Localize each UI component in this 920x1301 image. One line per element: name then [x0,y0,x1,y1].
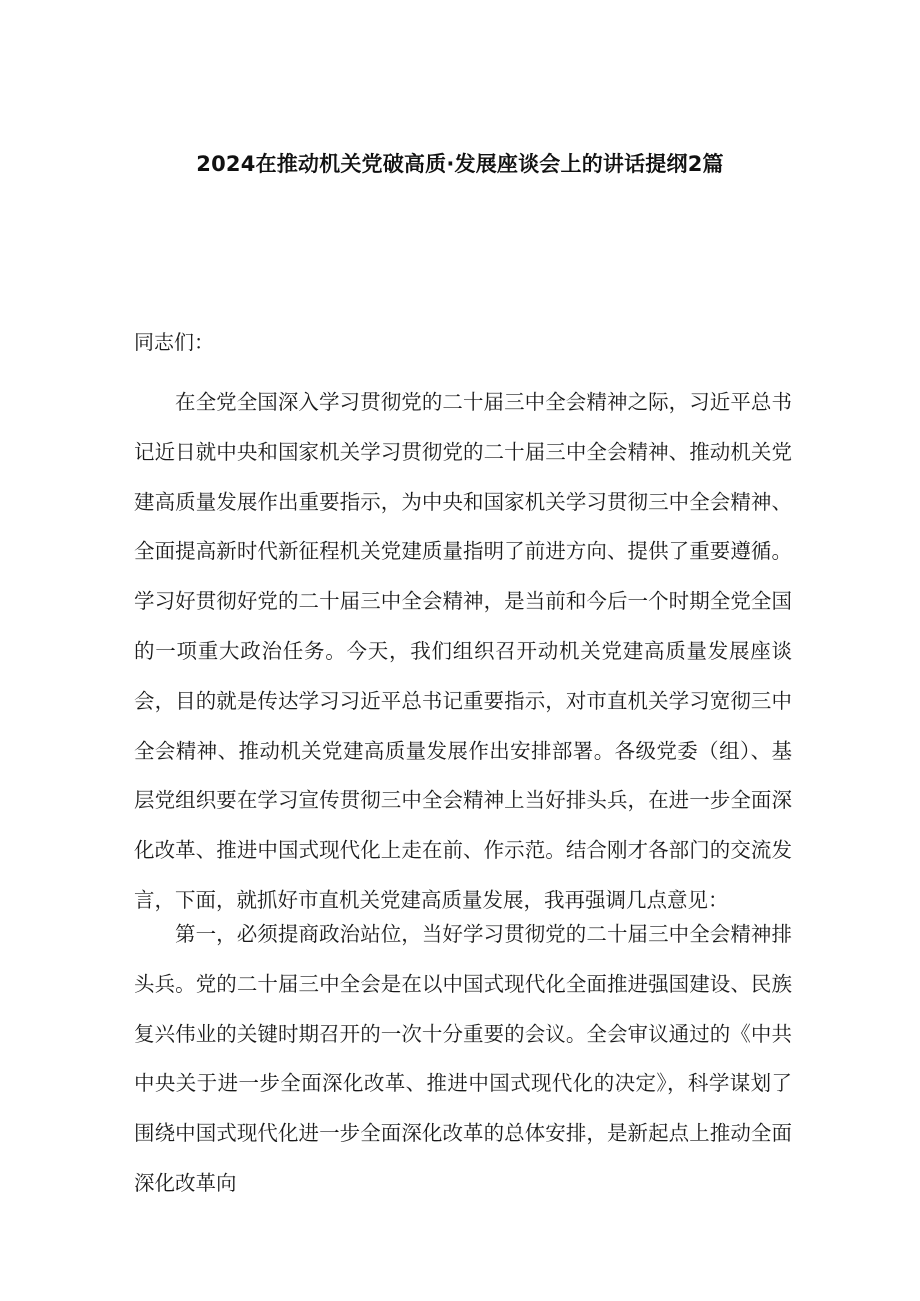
salutation: 同志们： [134,330,214,354]
document-title: 2024在推动机关党破高质·发展座谈会上的讲话提纲2篇 [196,152,724,176]
body-paragraph-2: 第一，必须提商政治站位，当好学习贯彻党的二十届三中全会精神排头兵。党的二十届三中全会是在以中国式现代化全面推进强国建设、民族复兴伟业的关键时期召开的一次十分重要的会议。全会审议通过的《中共中央关于进一步全面深化改革、推进中国式现代化的决定》，科学谋划了围绕中国式现代化进一步全面深化改革的总体安排，是新起点上推动全面深化改革向 [134,922,792,1195]
body-paragraph-1: 在全党全国深入学习贯彻党的二十届三中全会精神之际，习近平总书记近日就中央和国家机关学习贯彻党的二十届三中全会精神、推动机关党建高质量发展作出重要指示，为中央和国家机关学习贯彻三中全会精神、全面提高新时代新征程机关党建质量指明了前进方向、提供了重要遵循。学习好贯彻好党的二十届三中全会精神，是当前和今后一个时期全党全国的一项重大政治任务。今天，我们组织召开动机关党建高质量发展座谈会，目的就是传达学习习近平总书记重要指示，对市直机关学习宽彻三中全会精神、推动机关党建高质量发展作出安排部署。各级党委（组）、基层党组织要在学习宣传贯彻三中全会精神上当好排头兵，在进一步全面深化改革、推进中国式现代化上走在前、作示范。结合刚才各部门的交流发言，下面，就抓好市直机关党建高质量发展，我再强调几点意见： [134,390,792,912]
